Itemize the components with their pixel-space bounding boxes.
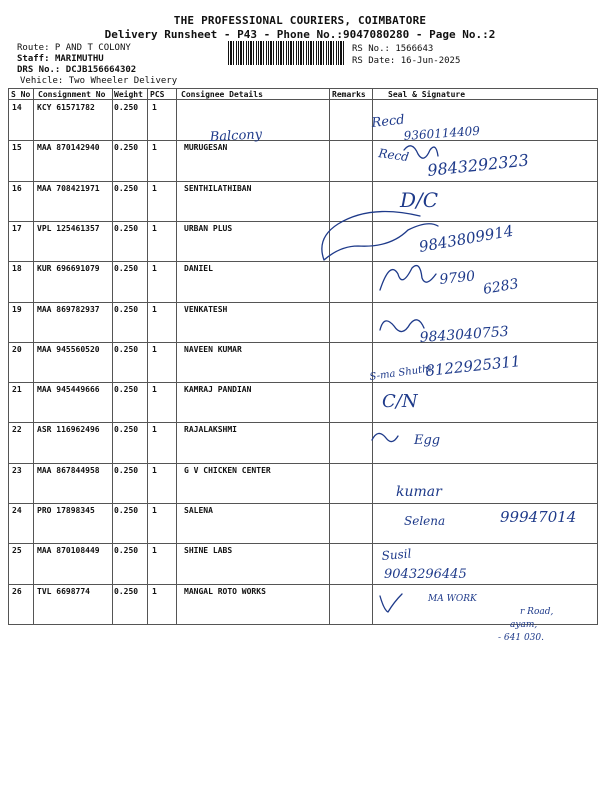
row-pcs: 1 xyxy=(152,264,157,273)
hand-r14-a: Recd xyxy=(370,112,406,131)
row-consignment-no: MAA 945449666 xyxy=(37,385,100,394)
row-weight: 0.250 xyxy=(114,546,139,555)
row-sno: 19 xyxy=(12,305,22,314)
runsheet-subtitle: Delivery Runsheet - P43 - Phone No.:9047080280 - Page No.:2 xyxy=(104,28,496,41)
hand-r15-b: 9843292323 xyxy=(426,150,530,180)
row-consignee: MANGAL ROTO WORKS xyxy=(184,587,266,596)
hand-r24-b: 99947014 xyxy=(500,508,577,526)
row-weight: 0.250 xyxy=(114,184,139,193)
signature-r19-icon xyxy=(380,320,424,332)
row-consignee: VENKATESH xyxy=(184,305,228,314)
row-consignment-no: VPL 125461357 xyxy=(37,224,100,233)
row-sno: 15 xyxy=(12,143,22,152)
row-sno: 20 xyxy=(12,345,22,354)
row-weight: 0.250 xyxy=(114,143,139,152)
row-consignment-no: KUR 696691079 xyxy=(37,264,100,273)
vehicle-text: Vehicle: Two Wheeler Delivery xyxy=(20,76,178,86)
row-pcs: 1 xyxy=(152,224,157,233)
row-sno: 25 xyxy=(12,546,22,555)
hand-r14-b: 9360114409 xyxy=(403,123,481,143)
row-pcs: 1 xyxy=(152,466,157,475)
hand-r18-a: 9790 xyxy=(438,268,476,288)
hand-r24-a: Selena xyxy=(404,514,446,528)
rs-date: RS Date: 16-Jun-2025 xyxy=(352,56,461,66)
col-consignment: Consignment No xyxy=(38,90,106,99)
stamp-line-b: r Road, xyxy=(520,607,554,617)
signature-r18-icon xyxy=(380,266,436,290)
row-weight: 0.250 xyxy=(114,466,139,475)
row-weight: 0.250 xyxy=(114,264,139,273)
row-sno: 26 xyxy=(12,587,22,596)
row-consignment-no: MAA 945560520 xyxy=(37,345,100,354)
col-pcs: PCS xyxy=(150,90,165,99)
hand-r22: Egg xyxy=(414,433,441,448)
row-consignment-no: ASR 116962496 xyxy=(37,425,100,434)
row-weight: 0.250 xyxy=(114,345,139,354)
row-consignee: MURUGESAN xyxy=(184,143,228,152)
stamp-line-d: - 641 030. xyxy=(498,633,544,643)
hand-r15-a: Recd xyxy=(377,146,410,165)
row-sno: 21 xyxy=(12,385,22,394)
row-consignee: KAMRAJ PANDIAN xyxy=(184,385,252,394)
route-text: Route: P AND T COLONY xyxy=(17,43,131,53)
signature-r22-icon xyxy=(372,433,398,441)
drs-value: DCJB156664302 xyxy=(65,65,137,75)
row-consignee: SHINE LABS xyxy=(184,546,233,555)
hand-r25-a: Susil xyxy=(381,546,412,563)
row-pcs: 1 xyxy=(152,425,157,434)
row-sno: 24 xyxy=(12,506,22,515)
row-consignment-no: MAA 870142940 xyxy=(37,143,100,152)
row-consignee: SALENA xyxy=(184,506,213,515)
stamp-line-a: MA WORK xyxy=(428,594,477,604)
row-consignment-no: MAA 869782937 xyxy=(37,305,100,314)
signature-r26-icon xyxy=(380,594,402,612)
hand-r23: kumar xyxy=(396,484,442,500)
row-consignment-no: MAA 867844958 xyxy=(37,466,100,475)
row-pcs: 1 xyxy=(152,345,157,354)
hand-r18-b: 6283 xyxy=(481,275,520,298)
col-weight: Weight xyxy=(114,90,143,99)
row-pcs: 1 xyxy=(152,587,157,596)
row-consignment-no: MAA 870108449 xyxy=(37,546,100,555)
row-weight: 0.250 xyxy=(114,425,139,434)
hand-r20-b: 8122925311 xyxy=(424,352,522,380)
row-consignee: URBAN PLUS xyxy=(184,224,233,233)
row-consignee: RAJALAKSHMI xyxy=(184,425,237,434)
row-sno: 23 xyxy=(12,466,22,475)
row-consignee: G V CHICKEN CENTER xyxy=(184,466,271,475)
row-consignee: SENTHILATHIBAN xyxy=(184,184,252,193)
staff-label: Staff: xyxy=(17,54,50,64)
hand-r21: C/N xyxy=(382,391,418,412)
hand-r19: 9843040753 xyxy=(419,323,510,346)
row-pcs: 1 xyxy=(152,143,157,152)
hand-r20-a: S-ma Shuthi xyxy=(368,363,433,383)
rs-number: RS No.: 1566643 xyxy=(352,44,434,54)
hand-r25-b: 9043296445 xyxy=(384,567,467,582)
row-weight: 0.250 xyxy=(114,506,139,515)
col-consignee: Consignee Details xyxy=(181,90,263,99)
row-weight: 0.250 xyxy=(114,103,139,112)
row-consignment-no: KCY 61571782 xyxy=(37,103,95,112)
row-pcs: 1 xyxy=(152,184,157,193)
row-weight: 0.250 xyxy=(114,587,139,596)
hand-r14-c: Balcony xyxy=(209,127,263,145)
company-title: THE PROFESSIONAL COURIERS, COIMBATORE xyxy=(173,14,427,27)
row-weight: 0.250 xyxy=(114,305,139,314)
row-pcs: 1 xyxy=(152,546,157,555)
row-consignee: DANIEL xyxy=(184,264,213,273)
row-sno: 22 xyxy=(12,425,22,434)
row-pcs: 1 xyxy=(152,506,157,515)
row-weight: 0.250 xyxy=(114,385,139,394)
row-consignment-no: PRO 17898345 xyxy=(37,506,95,515)
col-sno: S No xyxy=(11,90,31,99)
row-consignment-no: TVL 6698774 xyxy=(37,587,90,596)
row-sno: 16 xyxy=(12,184,22,193)
row-weight: 0.250 xyxy=(114,224,139,233)
staff-value: MARIMUTHU xyxy=(54,54,104,64)
row-sno: 14 xyxy=(12,103,22,112)
drs-label: DRS No.: xyxy=(17,65,61,75)
col-remarks: Remarks xyxy=(332,90,366,99)
col-seal-signature: Seal & Signature xyxy=(388,90,466,99)
row-sno: 18 xyxy=(12,264,22,273)
hand-r16: D/C xyxy=(400,188,439,212)
stamp-line-c: ayam, xyxy=(510,620,538,630)
row-pcs: 1 xyxy=(152,385,157,394)
row-pcs: 1 xyxy=(152,305,157,314)
row-consignment-no: MAA 708421971 xyxy=(37,184,100,193)
hand-r17: 9843809914 xyxy=(417,221,515,256)
row-consignee: NAVEEN KUMAR xyxy=(184,345,242,354)
row-pcs: 1 xyxy=(152,103,157,112)
row-sno: 17 xyxy=(12,224,22,233)
